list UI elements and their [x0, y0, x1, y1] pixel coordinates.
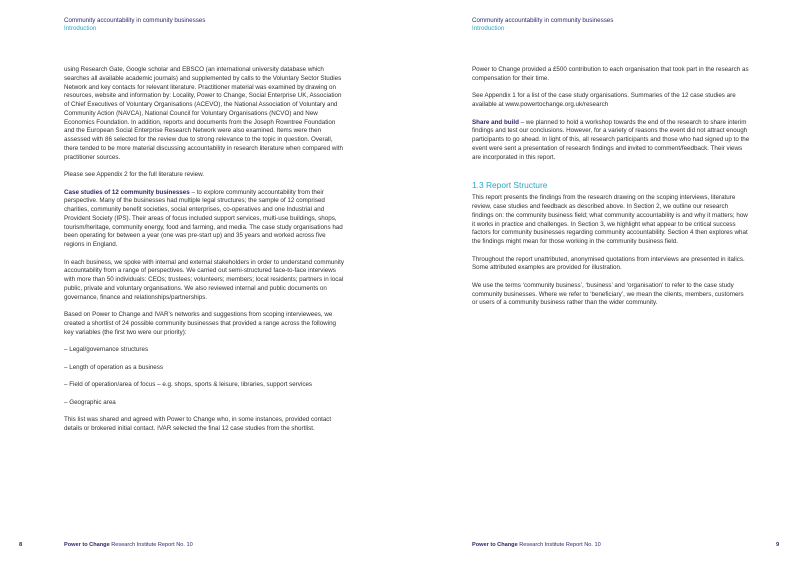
running-head-section: Introduction [472, 24, 505, 32]
case-studies-text: – to explore community accountability from their perspective. Many of the businesses had multiple legal structures; the sample of 12 comprised charities, community benefit societies, social enterprises, co-operatives and one Industrial and Provident Society (IPS). Their areas of focus included support services, multi-use buildings, shops, tourism/heritage, community energy, food and farming, and media. The case study organisations had been operating for between a year (one was pre-start up) and 35 years and worked across five regions in England. [64, 188, 343, 249]
running-head-title: Community accountability in community businesses [472, 17, 614, 24]
paragraph: Power to Change provided a £500 contribution to each organisation that took part in the research as compensation for their time. [472, 66, 749, 82]
footer-report: Research Institute Report No. 10 [517, 542, 601, 548]
page-number: 9 [776, 542, 780, 548]
footer-brand: Power to Change [472, 542, 518, 548]
running-head-section: Introduction [64, 24, 97, 32]
running-head-title: Community accountability in community businesses [64, 17, 206, 24]
paragraph: This list was shared and agreed with Power to Change who, in some instances, provided contact details or brokered initial contact. IVAR selected the final 12 case studies from the shortlist. [64, 416, 332, 433]
case-studies-lead: Case studies of 12 community businesses [64, 188, 190, 196]
share-and-build-text: – we planned to hold a workshop towards the end of the research to share interim findings and test our conclusions. However, for a variety of reasons the event did not attract enough participants to go ahead. In light of this, all research participants and those who had signed up to the event were sent a presentation of research findings and invited to comment/feedback. Their views are incorporated in this report. [472, 118, 750, 161]
page-footer [472, 542, 601, 549]
variables-list [64, 346, 346, 407]
running-head [64, 17, 205, 32]
paragraph: using Research Gate, Google scholar and EBSCO (an international university database which searches all available academic journals) and supplemented by calls to the Voluntary Sector Studies Network and key contacts for relevant literature. Practitioner material was examined by drawing on resources, website and information by: Locality, Power to Change, Social Enterprise UK, Association of Chief Executives of Voluntary Organisations (ACEVO), the National Association of Voluntary and Community Action (NAVCA), National Council for Voluntary Organisations (NCVO) and New Economics Foundation. In addition, reports and documents from the Joseph Rowntree Foundation and the European Social Enterprise Research Network were also examined. Items were then assessed with 86 selected for the review due to strong relevance to the topic in question. Overall, there tended to be more material discussing accountability in research literature when compared with practitioner sources. [64, 66, 343, 161]
paragraph: Throughout the report unattributed, anonymised quotations from interviews are presented in italics. Some attributed examples are provided for illustration. [472, 255, 745, 272]
paragraph: Based on Power to Change and IVAR’s networks and suggestions from scoping interviewees, we created a shortlist of 24 possible community businesses that provided a range across the following key variables (the first two were our priority): [64, 311, 337, 336]
share-and-build-paragraph [472, 119, 750, 163]
list-item: – Geographic area [64, 398, 116, 406]
paragraph: We use the terms ‘community business’, ‘business’ and ‘organisation’ to refer to the case study community businesses. Where we refer to ‘beneficiary’, we mean the clients, members, customers or users of a community business rather than the wider community. [472, 281, 744, 307]
page-footer [64, 542, 193, 549]
section-heading: 1.3 Report Structure [472, 180, 548, 191]
right-page-body [472, 66, 750, 317]
paragraph: Please see Appendix 2 for the full literature review. [64, 171, 205, 179]
left-page-body [64, 66, 346, 443]
running-head [472, 17, 613, 32]
paragraph: In each business, we spoke with internal and external stakeholders in order to understand community accountability from a range of perspectives. We carried out semi-structured face-to-face interviews with more than 50 individuals: CEOs; trustees; volunteers; members; local residents; partners in local public, private and voluntary organisations. We also reviewed internal and public documents on governance, finance and relationships/partnerships. [64, 258, 345, 301]
list-item: – Legal/governance structures [64, 346, 149, 354]
list-item: – Length of operation as a business [64, 363, 164, 371]
footer-brand: Power to Change [64, 542, 110, 548]
page-number: 8 [19, 542, 23, 548]
share-and-build-lead: Share and build [472, 118, 519, 126]
list-item: – Field of operation/area of focus – e.g. shops, sports & leisure, libraries, support services [64, 381, 313, 389]
paragraph: See Appendix 1 for a list of the case study organisations. Summaries of the 12 case studies are available at www.powertochange.org.uk/research [472, 92, 736, 109]
footer-report: Research Institute Report No. 10 [109, 542, 193, 548]
case-studies-paragraph [64, 189, 346, 250]
paragraph: This report presents the findings from the research drawing on the scoping interviews, literature review, case studies and feedback as described above. In Section 2, we outline our research findings on: the community business field; what community accountability is and why it matters; how it works in practice and challenges. In Section 3, we highlight what appear to be critical success factors for community businesses regarding community accountability. Section 4 then explores what the findings might mean for those working in the community business field. [472, 194, 748, 246]
right-page [400, 0, 800, 566]
